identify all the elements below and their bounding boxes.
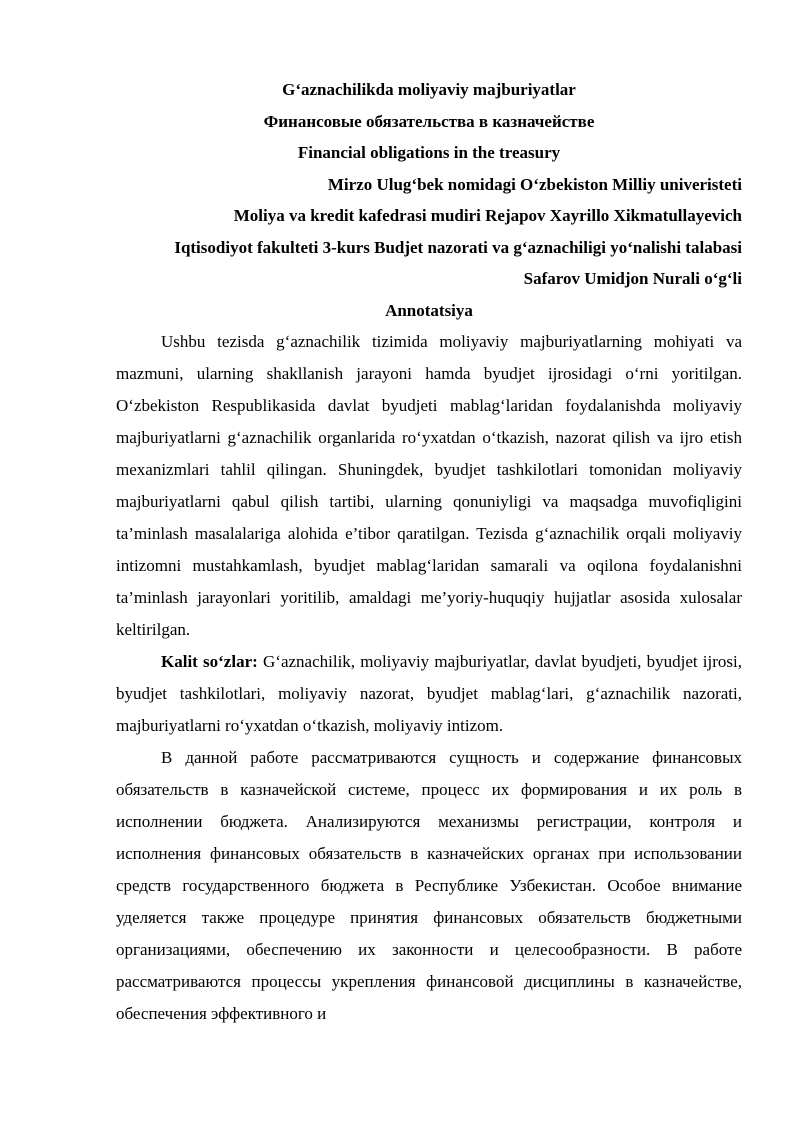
title-english: Financial obligations in the treasury (297, 143, 561, 162)
student-program-line: Iqtisodiyot fakulteti 3-kurs Budjet nazorati va g‘aznachiligi yo‘nalishi talabasi (174, 237, 742, 257)
title-uzbek: G‘aznachilikda moliyaviy majburiyatlar (282, 80, 576, 99)
keywords-text: G‘aznachilik, moliyaviy majburiyatlar, davlat byudjeti, byudjet ijrosi, byudjet tashkilotlari, moliyaviy nazorat, byudjet mablag‘lari, g‘aznachilik nazorati, majburiyatlarni ro‘yxatdan o‘tkazish, moliyaviy intizom. (116, 652, 743, 735)
supervisor-line: Moliya va kredit kafedrasi mudiri Rejapov Xayrillo Xikmatullayevich (233, 206, 742, 225)
university-name: Mirzo Ulug‘bek nomidagi O‘zbekiston Milliy univeristeti (327, 174, 742, 194)
keywords-label: Kalit so‘zlar: (161, 652, 258, 671)
abstract-russian: В данной работе рассматриваются сущность и содержание финансовых обязательств в казначейской системе, процесс их формирования и их роль в исполнении бюджета. Анализируются механизмы регистрации, контроля и исполнения финансовых обязательств в казначейских органах при использовании средств государственного бюджета в Республике Узбекистан. Особое внимание уделяется также процедуре принятия финансовых обязательств бюджетными организациями, обеспечению их законности и целесообразности. В работе рассматриваются процессы укрепления финансовой дисциплины в казначействе, обеспечения эффективного и (116, 748, 742, 1023)
keywords-paragraph (116, 646, 742, 742)
title-russian: Финансовые обязательства в казначействе (263, 111, 595, 131)
abstract-uzbek: Ushbu tezisda g‘aznachilik tizimida moliyaviy majburiyatlarning mohiyati va mazmuni, ularning shakllanish jarayoni hamda byudjet ijrosidagi o‘rni yoritilgan. O‘zbekiston Respublikasida davlat byudjeti mablag‘laridan foydalanishda moliyaviy majburiyatlarni g‘aznachilik organlarida ro‘yxatdan o‘tkazish, nazorat qilish va ijro etish mexanizmlari tahlil qilingan. Shuningdek, byudjet tashkilotlari tomonidan moliyaviy majburiyatlarni qabul qilish tartibi, ularning qonuniyligi va maqsadga muvofiqligini ta’minlash masalalariga alohida e’tibor qaratilgan. Tezisda g‘aznachilik orqali moliyaviy intizomni mustahkamlash, byudjet mablag‘laridan samarali va oqilona foydalanishni ta’minlash jarayonlari yoritilib, amaldagi me’yoriy-huquqiy hujjatlar asosida xulosalar keltirilgan. (116, 332, 742, 639)
student-name: Safarov Umidjon Nurali o‘g‘li (523, 269, 742, 288)
annotation-heading: Annotatsiya (385, 300, 473, 320)
